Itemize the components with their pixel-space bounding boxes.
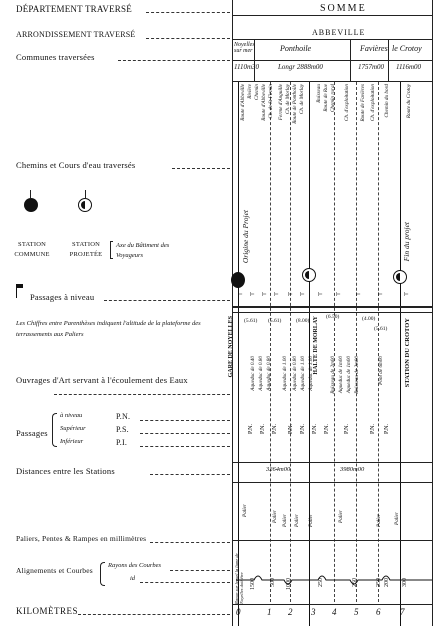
km-mark: 0 — [236, 607, 241, 617]
ouvrage-label: Aqueduc de 1m00 — [346, 356, 352, 394]
ouvrages-leader — [54, 394, 230, 395]
rayon-value: 1000 — [286, 578, 292, 590]
frame-left — [232, 0, 233, 626]
pente-label: Palier — [282, 514, 288, 527]
ouvrage-label: Ruisseau de 2m00 — [354, 356, 360, 394]
crossing-label: Route de Favières — [360, 84, 366, 122]
pn-mark: P.N. — [324, 424, 330, 435]
altitude-value: (5.61) — [268, 318, 282, 324]
rayon-value: 300 — [402, 578, 408, 587]
ouvrages-label: Ouvrages d'Art servant à l'écoulement des Eaux — [16, 375, 188, 385]
km-mark: 3 — [311, 607, 316, 617]
communes-leader — [118, 60, 230, 61]
crossing-label: Rivière — [247, 84, 253, 99]
station-commune-icon — [24, 198, 38, 212]
ouvrage-label: Aqueduc de 1.00 — [282, 356, 288, 391]
commune-name: le Crotoy — [392, 44, 422, 53]
crossing-label: Ch. de Morlay — [285, 84, 291, 115]
crossing-label: Ferme d'Anguille — [278, 84, 284, 121]
crossing-label: Ruisseau — [316, 84, 322, 103]
rayon-value: 1500 — [250, 578, 256, 590]
pn-mark: P.N. — [272, 424, 278, 435]
paliers-leader — [150, 542, 230, 543]
kilometres-label: KILOMÈTRES — [16, 606, 78, 616]
altitude-value: (8.00) — [296, 318, 310, 324]
pn-mark: P.N. — [288, 424, 294, 435]
pn-mark: P.N. — [312, 424, 318, 435]
communes-block — [232, 40, 432, 82]
alignements-label: Alignements et Courbes — [16, 566, 93, 575]
pn-mark: P.N. — [248, 424, 254, 435]
crossing-label: Ch. d'exploitation — [344, 84, 350, 122]
crossing-label: Chemin — [254, 84, 260, 101]
passages-niveau-leader — [104, 300, 230, 301]
crossing-label: Ch. de St Firmin — [268, 84, 274, 119]
rayon-value: 200 — [384, 578, 390, 587]
station-projetee-icon — [78, 198, 92, 212]
commune-name: Favières — [360, 44, 388, 53]
passages-label: Passages — [16, 428, 48, 438]
station-commune-icon — [231, 272, 245, 288]
distances-label: Distances entre les Stations — [16, 466, 115, 476]
pente-label: Palier — [308, 514, 314, 527]
rayons-label: Rayons des Courbes — [108, 562, 162, 569]
paliers-label: Paliers, Pentes & Rampes en millimètres — [16, 534, 147, 543]
rayons-values — [234, 578, 430, 604]
crossings-list — [234, 84, 430, 274]
ouvrage-label: Ruisseau de 2m00 — [330, 356, 336, 394]
pn-mark: P.N. — [384, 424, 390, 435]
superieur-label: Supérieur — [60, 425, 86, 432]
rayon-value: 500 — [270, 578, 276, 587]
departement-leader — [146, 12, 230, 13]
arrondissement-leader — [146, 38, 230, 39]
station-projetee-icon — [393, 270, 407, 284]
commune-name: Noyelles sur mer — [234, 42, 255, 54]
station-projetee-icon — [302, 268, 316, 282]
pente-label: Palier — [294, 514, 300, 527]
id-label: id — [130, 575, 136, 582]
niveau-label: à niveau — [60, 412, 83, 419]
gare-noyelles-label: GARE DE NOYELLES — [228, 316, 234, 378]
altitude-value: (5.61) — [374, 326, 388, 332]
crossing-label: Chemin du bord — [384, 84, 390, 118]
header-rule-1 — [232, 15, 432, 16]
axe-batiment-label: Axe du Bâtiment des Voyageurs — [116, 242, 170, 259]
crossing-label: Ch. d'exploitation — [370, 84, 376, 122]
pente-label: Palier — [272, 510, 278, 523]
chemins-leader — [172, 168, 230, 169]
crossing-label: Route de Ponthoile — [292, 84, 298, 124]
distances-leader — [150, 474, 230, 475]
departement-label: DÉPARTEMENT TRAVERSÉ — [16, 4, 132, 14]
kilometres-leader — [78, 614, 230, 615]
rayon-value: 250 — [352, 578, 358, 587]
crossing-label: Route du Crotoy — [406, 84, 412, 119]
passages-niveau-label: Passages à niveau — [30, 292, 95, 302]
pn-mark: P.N. — [344, 424, 350, 435]
commune-length: 1116m00 — [396, 63, 422, 71]
ouvrage-label: Aqueduc de 1.00 — [308, 356, 314, 391]
chemins-label: Chemins et Cours d'eau traversés — [16, 160, 136, 170]
frame-right — [432, 0, 433, 626]
altitude-value: (5.61) — [244, 318, 258, 324]
pi-label: P.I. — [116, 438, 128, 447]
pn-mark: P.N. — [370, 424, 376, 435]
altitude-value: (4.00) — [362, 316, 376, 322]
crossing-label: Ch. de Morlay — [299, 84, 305, 115]
inferieur-label: Inférieur — [60, 438, 84, 445]
rayon-note: Rayon sur lequel la ligne de Noyelles doit être — [234, 553, 244, 604]
station-crotoy-label: STATION DU CROTOY — [404, 318, 411, 388]
altitude-value: (6.50) — [326, 314, 340, 320]
pn-label: P.N. — [116, 412, 131, 421]
ouvrages-list — [234, 356, 430, 422]
ouvrage-label: Aqueduc de 1m00 — [338, 356, 344, 394]
pn-mark: P.N. — [260, 424, 266, 435]
pentes-list — [234, 500, 430, 538]
pente-label: Palier — [338, 510, 344, 523]
pente-label: Palier — [394, 512, 400, 525]
km-mark: 2 — [288, 607, 293, 617]
crossing-label: Route de Rue — [323, 84, 329, 112]
ouvrage-label: Pont de 6m00 — [378, 356, 384, 385]
ouvrage-label: Aqueduc de 0.80 — [258, 356, 264, 391]
ouvrage-label: Aqueduc de 1.00 — [300, 356, 306, 391]
ouvrage-label: Aqueduc de 0.80 — [266, 356, 272, 391]
pn-mark: P.N. — [300, 424, 306, 435]
fin-label: Fin du projet — [402, 222, 411, 262]
ps-label: P.S. — [116, 425, 129, 434]
commune-length: 1757m00 — [358, 63, 385, 71]
distance-value: 3264m00 — [266, 466, 291, 473]
station-projetee-label: STATION PROJETÉE — [69, 241, 103, 258]
communes-label: Communes traversées — [16, 52, 95, 62]
ouvrage-label: Aqueduc de 0.80 — [292, 356, 298, 391]
halte-morlay-label: HALTE DE MORLAY — [313, 316, 319, 375]
km-mark: 6 — [376, 607, 381, 617]
crossing-label: Route d'Abbeville — [240, 84, 246, 121]
arrondissement-value: ABBEVILLE — [312, 28, 366, 37]
pn-marks — [234, 424, 430, 446]
crossing-label: Chemin rural — [330, 84, 336, 113]
departement-value: SOMME — [320, 3, 367, 14]
km-mark: 5 — [354, 607, 359, 617]
distance-value: 3980m00 — [340, 466, 365, 473]
km-mark: 1 — [267, 607, 272, 617]
rayon-value: 250 — [376, 578, 382, 587]
crossing-label: Route d'Abbeville — [261, 84, 267, 121]
origine-label: Origine du Projet — [241, 210, 250, 264]
commune-length: Longr 2888m00 — [278, 63, 323, 71]
rayon-value: 250 — [318, 578, 324, 587]
chiffres-note: Les Chiffres entre Parenthèses indiquent l'altitude de la plateforme des terrassements aux Paliers — [16, 320, 201, 338]
km-mark: 4 — [332, 607, 337, 617]
ouvrage-label: Aqueduc de 0.40 — [250, 356, 256, 391]
station-commune-label: STATION COMMUNE — [14, 241, 50, 258]
pente-label: Palier — [376, 514, 382, 527]
commune-length: 1110m30 — [234, 63, 260, 71]
commune-name: Ponthoile — [280, 44, 312, 53]
km-mark: 7 — [400, 607, 405, 617]
passage-flags: ⊢ ⊢ ⊢ ⊢ ⊢ ⊢ ⊢ ⊢ ⊢ ⊢ ⊢ — [238, 292, 409, 298]
arrondissement-label: ARRONDISSEMENT TRAVERSÉ — [16, 30, 136, 39]
pente-label: Palier — [242, 504, 248, 517]
